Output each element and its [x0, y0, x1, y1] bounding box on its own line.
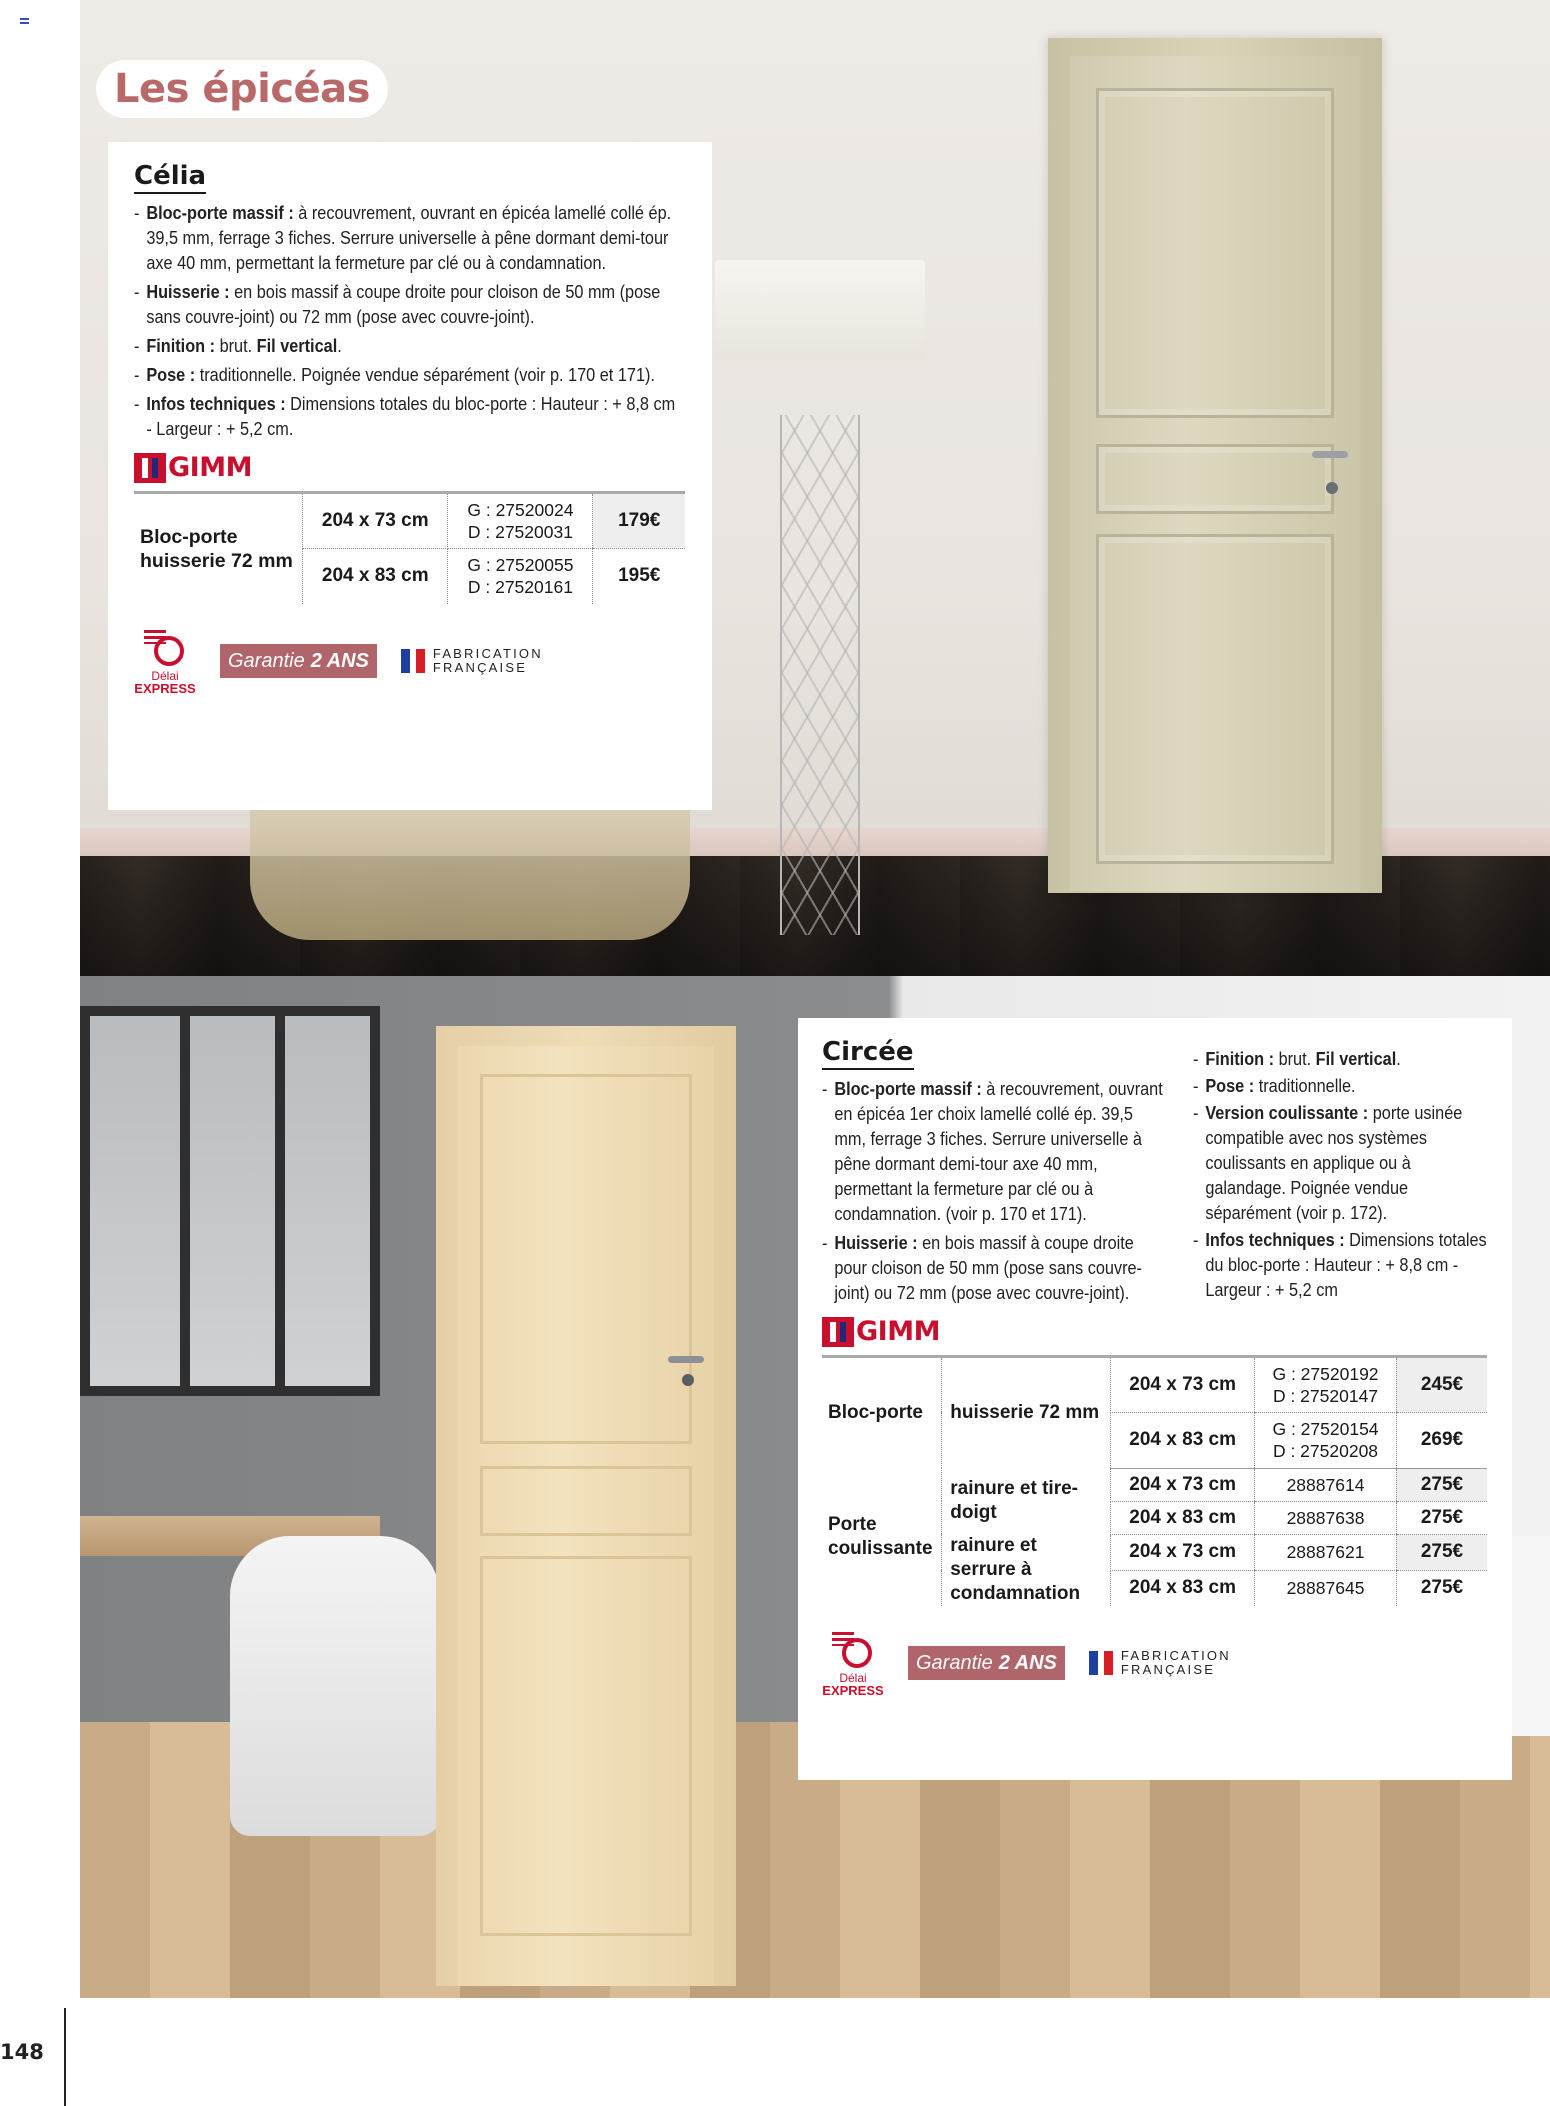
price: 275€ — [1396, 1501, 1487, 1534]
menu-marker-icon — [20, 18, 29, 24]
brand-name: GIMM — [168, 452, 252, 484]
gimm-mark-icon — [134, 453, 166, 483]
garantie-label: Garantie — [228, 649, 305, 672]
garantie-value: 2 ANS — [310, 649, 369, 672]
dimension: 204 x 73 cm — [303, 492, 448, 548]
desc-label: Infos techniques : — [1205, 1229, 1345, 1250]
reference: 28887645 — [1255, 1570, 1397, 1606]
gimm-logo — [822, 1315, 1171, 1349]
desc-item — [134, 333, 685, 358]
group-label: Porte coulissante — [828, 1514, 933, 1560]
french-flag-icon — [401, 649, 425, 673]
ref-left: G : 27520024 — [467, 499, 574, 520]
door-circee — [458, 1046, 714, 1986]
reference — [1255, 1412, 1397, 1468]
desc-text: brut. — [1273, 1048, 1316, 1069]
garantie-value: 2 ANS — [998, 1651, 1057, 1674]
ref-right: D : 27520147 — [1272, 1385, 1379, 1406]
desc-label: Pose : — [146, 363, 196, 385]
window-mullion — [180, 1016, 190, 1386]
door-panel-upper — [1096, 88, 1334, 418]
desc-label: Pose : — [1205, 1075, 1255, 1096]
door-lock-icon — [682, 1374, 694, 1386]
desc-item — [1193, 1227, 1490, 1302]
fabrication-line2: FRANÇAISE — [432, 660, 528, 676]
price: 195€ — [593, 548, 685, 604]
desc-item — [1193, 1046, 1490, 1071]
description-columns — [822, 1038, 1492, 1349]
desc-text: traditionnelle. — [1254, 1075, 1356, 1096]
price: 275€ — [1396, 1534, 1487, 1570]
dimension: 204 x 83 cm — [303, 548, 448, 604]
fabrication-line2: FRANÇAISE — [1120, 1662, 1216, 1678]
desc-text: à recouvrement, ouvrant en épicéa 1er choix lamellé collé ép. 39,5 mm, ferrage 3 fiches. Serrure universelle à pêne dormant demi-tour axe 40 mm, permettant la fermeture par clé ou à condamnation. (voir p. 170 et 171). — [834, 1077, 1163, 1224]
door-panel-middle — [480, 1466, 692, 1536]
desc-label: Bloc-porte massif : — [146, 201, 294, 223]
reference — [448, 492, 593, 548]
express-delivery-icon — [830, 1628, 876, 1672]
door-celia — [1070, 56, 1360, 891]
ref-right: D : 27520161 — [467, 577, 573, 598]
desc-label: Version coulissante : — [1205, 1102, 1369, 1123]
fabrication-line1: FABRICATION — [432, 646, 543, 662]
product-name: Célia — [134, 162, 206, 194]
door-panel-lower — [480, 1556, 692, 1936]
ref-left: G : 27520055 — [467, 555, 574, 576]
table-row — [822, 1468, 1487, 1501]
desc-label: Infos techniques : — [146, 392, 286, 414]
dimension: 204 x 83 cm — [1111, 1570, 1255, 1606]
ref-left: G : 27520192 — [1272, 1363, 1379, 1384]
fabrication-francaise-badge — [1089, 1649, 1231, 1677]
row-label: Bloc-porte huisserie 72 mm — [140, 525, 293, 572]
product-description — [1193, 1046, 1492, 1302]
price: 269€ — [1396, 1412, 1487, 1468]
price-table — [822, 1355, 1487, 1607]
product-card-celia — [108, 142, 712, 810]
subgroup-label: rainure et tire-doigt — [942, 1468, 1111, 1534]
brand-name: GIMM — [856, 1316, 940, 1348]
description-right — [1193, 1038, 1492, 1349]
interior-window — [80, 1006, 380, 1396]
section-title-pill — [96, 60, 388, 118]
reference — [448, 548, 593, 604]
table-row — [134, 492, 685, 548]
delai-express-badge — [134, 626, 196, 696]
express-label: EXPRESS — [134, 681, 196, 697]
section-title: Les épicéas — [114, 66, 370, 112]
description-left — [822, 1038, 1171, 1349]
door-panel-upper — [480, 1074, 692, 1444]
desc-item — [134, 279, 685, 329]
desc-bold: Fil vertical — [1315, 1048, 1397, 1069]
delai-label: Délai — [151, 669, 179, 684]
product-description — [822, 1076, 1171, 1305]
product-name: Circée — [822, 1038, 914, 1070]
desc-label: Bloc-porte massif : — [834, 1077, 982, 1099]
group-label: Bloc-porte — [828, 1401, 923, 1423]
badges — [822, 1628, 1492, 1698]
desc-text: à recouvrement, ouvrant en épicéa lamellé collé ép. 39,5 mm, ferrage 3 fiches. Serrure universelle à pêne dormant demi-tour axe 40 mm, permettant la fermeture par clé ou à condamnation. — [146, 201, 672, 273]
desc-label: Huisserie : — [146, 280, 230, 302]
dimension: 204 x 73 cm — [1111, 1356, 1255, 1412]
ref-right: D : 27520208 — [1272, 1441, 1379, 1462]
white-chair — [230, 1536, 440, 1836]
reference: 28887614 — [1255, 1468, 1397, 1501]
desc-text: . — [337, 334, 342, 356]
window-mullion — [275, 1016, 285, 1386]
gimm-logo — [134, 451, 688, 485]
desc-item — [134, 362, 685, 387]
desc-bold: Fil vertical — [256, 334, 338, 356]
dimension: 204 x 83 cm — [1111, 1501, 1255, 1534]
price: 275€ — [1396, 1468, 1487, 1501]
desc-item — [822, 1230, 1169, 1305]
door-panel-middle — [1096, 444, 1334, 514]
garantie-label: Garantie — [916, 1651, 993, 1674]
desc-label: Finition : — [146, 334, 216, 356]
door-panel-lower — [1096, 534, 1334, 864]
ref-left: G : 27520154 — [1272, 1419, 1379, 1440]
reference — [1255, 1356, 1397, 1412]
desc-text: . — [1396, 1048, 1401, 1069]
door-handle — [1312, 451, 1348, 458]
desc-item — [822, 1076, 1169, 1226]
subgroup-label: huisserie 72 mm — [942, 1356, 1111, 1468]
fabrication-label — [433, 647, 543, 675]
product-description — [134, 200, 688, 441]
ref-right: D : 27520031 — [467, 521, 573, 542]
fabrication-label — [1121, 1649, 1231, 1677]
desc-item — [134, 391, 685, 441]
delai-label: Délai — [839, 1671, 867, 1686]
express-label: EXPRESS — [822, 1683, 884, 1699]
desc-text: traditionnelle. Poignée vendue séparément (voir p. 170 et 171). — [195, 363, 655, 385]
floor-lamp-shade — [715, 260, 925, 360]
door-lock-icon — [1326, 482, 1338, 494]
price: 179€ — [593, 492, 685, 548]
floor-lamp-stand — [780, 415, 860, 935]
subgroup-label: rainure et serrure à condamnation — [942, 1534, 1111, 1606]
desc-text: en bois massif à coupe droite pour cloison de 50 mm (pose sans couvre-joint) ou 72 mm (pose avec couvre-joint). — [834, 1231, 1142, 1303]
dimension: 204 x 73 cm — [1111, 1468, 1255, 1501]
desc-item — [134, 200, 685, 275]
badges — [134, 626, 688, 696]
desc-item — [1193, 1073, 1490, 1098]
french-flag-icon — [1089, 1651, 1113, 1675]
delai-express-badge — [822, 1628, 884, 1698]
desc-text: Dimensions totales du bloc-porte : Hauteur : + 8,8 cm - Largeur : + 5,2 cm — [1205, 1229, 1487, 1300]
dimension: 204 x 83 cm — [1111, 1412, 1255, 1468]
fabrication-francaise-badge — [401, 647, 543, 675]
dimension: 204 x 73 cm — [1111, 1534, 1255, 1570]
reference: 28887621 — [1255, 1534, 1397, 1570]
desc-label: Huisserie : — [834, 1231, 918, 1253]
reference: 28887638 — [1255, 1501, 1397, 1534]
page-divider — [64, 2008, 66, 2106]
price: 275€ — [1396, 1570, 1487, 1606]
garantie-badge — [908, 1646, 1065, 1680]
price-table — [134, 491, 685, 605]
desc-text: porte usinée compatible avec nos systèmes coulissants en applique ou à galandage. Poignée vendue séparément (voir p. 172). — [1205, 1102, 1463, 1223]
door-handle — [668, 1356, 704, 1363]
desc-item — [1193, 1100, 1490, 1225]
desc-text: en bois massif à coupe droite pour cloison de 50 mm (pose sans couvre-joint) ou 72 mm (pose avec couvre-joint). — [146, 280, 661, 327]
desc-text: brut. — [215, 334, 257, 356]
express-delivery-icon — [142, 626, 188, 670]
fabrication-line1: FABRICATION — [1120, 1648, 1231, 1664]
page-number: 148 — [0, 2040, 44, 2064]
price: 245€ — [1396, 1356, 1487, 1412]
product-card-circee — [798, 1018, 1512, 1780]
desc-label: Finition : — [1205, 1048, 1274, 1069]
gimm-mark-icon — [822, 1317, 854, 1347]
garantie-badge — [220, 644, 377, 678]
desc-text: Dimensions totales du bloc-porte : Hauteur : + 8,8 cm - Largeur : + 5,2 cm. — [146, 392, 676, 439]
table-row — [822, 1356, 1487, 1412]
